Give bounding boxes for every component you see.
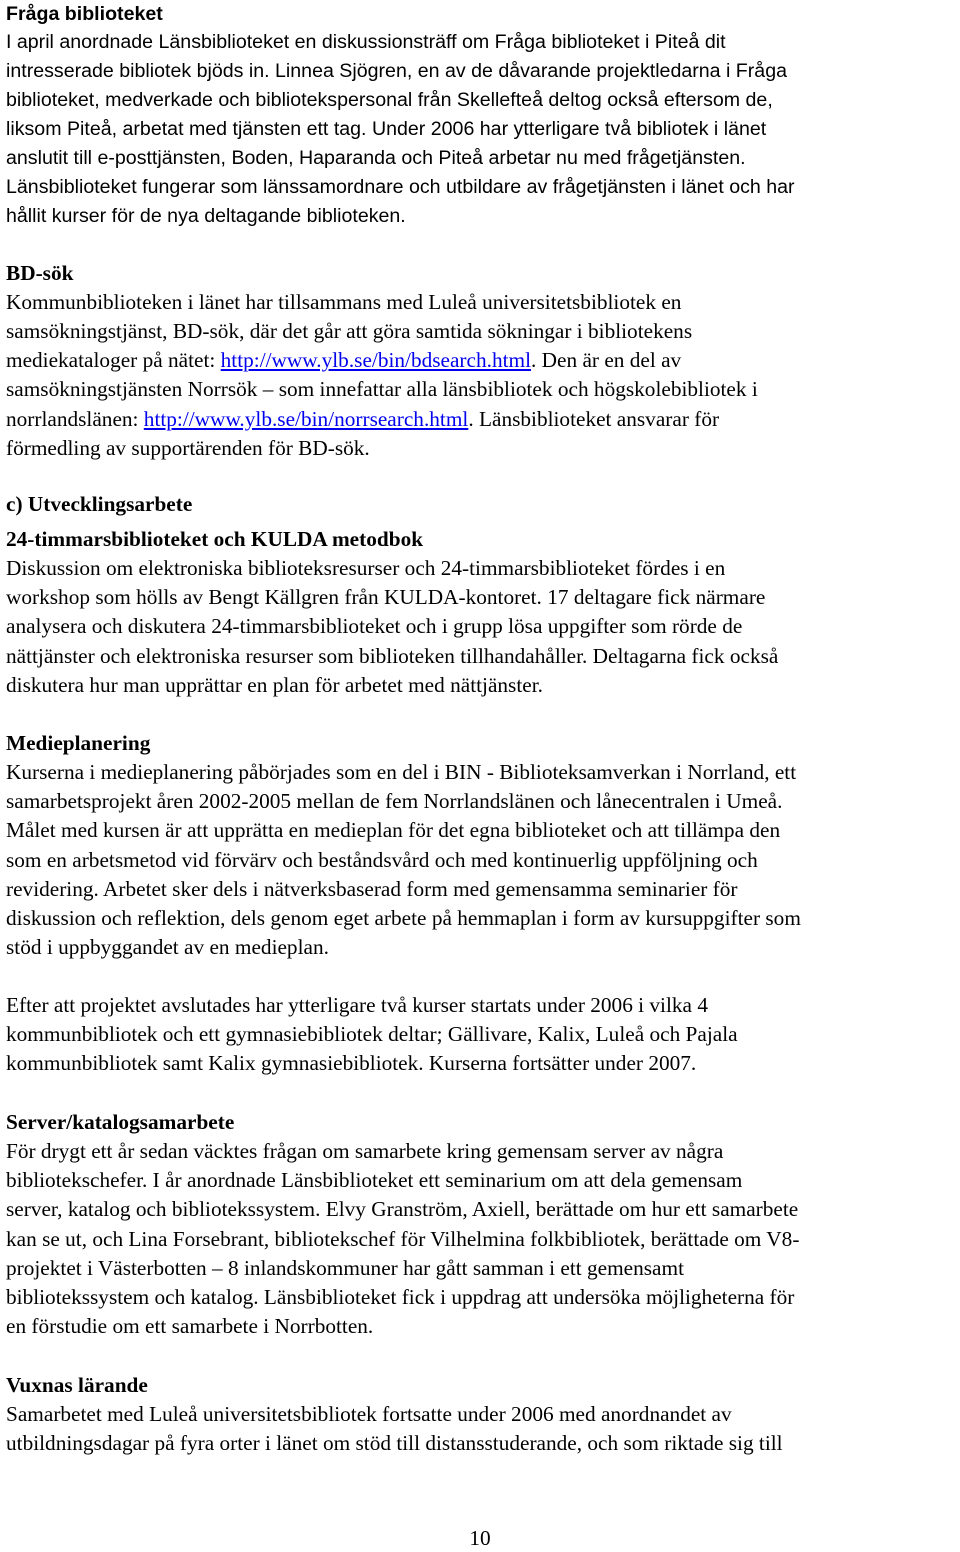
paragraph-line: revidering. Arbetet sker dels i nätverksbaserad form med gemensamma seminarier för xyxy=(6,877,738,901)
paragraph-line: bibliotekssystem och katalog. Länsbiblioteket fick i uppdrag att undersöka möjligheterna för xyxy=(6,1285,795,1309)
paragraph-line: Kommunbiblioteken i länet har tillsammans med Luleå universitetsbibliotek en xyxy=(6,290,682,314)
paragraph-line: Kurserna i medieplanering påbörjades som en del i BIN - Biblioteksamverkan i Norrland, ett xyxy=(6,760,797,784)
text: norrlandslänen: xyxy=(6,407,144,431)
paragraph-line: samarbetsprojekt åren 2002-2005 mellan de fem Norrlandslänen och lånecentralen i Umeå. xyxy=(6,789,783,813)
paragraph-line: intresserade bibliotek bjöds in. Linnea Sjögren, en av de dåvarande projektledarna i Fråga xyxy=(6,60,787,82)
paragraph-line: kommunbibliotek samt Kalix gymnasiebibliotek. Kurserna fortsätter under 2007. xyxy=(6,1051,697,1075)
paragraph-line: utbildningsdagar på fyra orter i länet om stöd till distansstuderande, och som riktade sig till xyxy=(6,1431,783,1455)
heading-server-katalogsamarbete: Server/katalogsamarbete xyxy=(6,1110,235,1134)
paragraph-line: Efter att projektet avslutades har ytterligare två kurser startats under 2006 i vilka 4 xyxy=(6,993,708,1017)
paragraph-line: För drygt ett år sedan väcktes frågan om samarbete kring gemensam server av några xyxy=(6,1139,724,1163)
text: . Länsbiblioteket ansvarar för xyxy=(468,407,720,431)
paragraph-line: projektet i Västerbotten – 8 inlandskommuner har gått samman i ett gemensamt xyxy=(6,1256,684,1280)
paragraph-line: biblioteket, medverkade och bibliotekspersonal från Skellefteå deltog också eftersom de, xyxy=(6,89,773,111)
norrsearch-link[interactable]: http://www.ylb.se/bin/norrsearch.html xyxy=(143,407,469,431)
paragraph-line: liksom Piteå, arbetat med tjänsten ett tag. Under 2006 har ytterligare två bibliotek i länet xyxy=(6,118,767,140)
paragraph-line: som en arbetsmetod vid förvärv och beståndsvård och med kontinuerlig uppföljning och xyxy=(6,848,758,872)
paragraph-line: workshop som hölls av Bengt Källgren från KULDA-kontoret. 17 deltagare fick närmare xyxy=(6,585,766,609)
paragraph-line: hållit kurser för de nya deltagande biblioteken. xyxy=(6,205,406,227)
paragraph-line: analysera och diskutera 24-timmarsbiblioteket och i grupp lösa uppgifter som rörde de xyxy=(6,614,743,638)
paragraph-line-with-link xyxy=(6,346,681,374)
page-number: 10 xyxy=(469,1526,491,1550)
bdsearch-link[interactable]: http://www.ylb.se/bin/bdsearch.html xyxy=(220,348,531,372)
paragraph-line: kommunbibliotek och ett gymnasiebibliotek deltar; Gällivare, Kalix, Luleå och Pajala xyxy=(6,1022,738,1046)
paragraph-line: stöd i uppbyggandet av en medieplan. xyxy=(6,935,329,959)
heading-utvecklingsarbete: c) Utvecklingsarbete xyxy=(6,492,193,516)
text: mediekataloger på nätet: xyxy=(6,348,221,372)
paragraph-line: förmedling av supportärenden för BD-sök. xyxy=(6,436,370,460)
paragraph-line: bibliotekschefer. I år anordnade Länsbiblioteket ett seminarium om att dela gemensam xyxy=(6,1168,743,1192)
paragraph-line: Diskussion om elektroniska biblioteksresurser och 24-timmarsbiblioteket fördes i en xyxy=(6,556,726,580)
paragraph-line: diskussion och reflektion, dels genom eget arbete på hemmaplan i form av kursuppgifter som xyxy=(6,906,801,930)
heading-vuxnas-larande: Vuxnas lärande xyxy=(6,1373,148,1397)
paragraph-line: Målet med kursen är att upprätta en medieplan för det egna biblioteket och att tillämpa den xyxy=(6,818,781,842)
paragraph-line: kan se ut, och Lina Forsebrant, bibliotekschef för Vilhelmina folkbibliotek, berättade om V8- xyxy=(6,1227,800,1251)
paragraph-line: Samarbetet med Luleå universitetsbibliotek fortsatte under 2006 med anordnandet av xyxy=(6,1402,732,1426)
paragraph-line: diskutera hur man upprättar en plan för arbetet med nättjänster. xyxy=(6,673,543,697)
paragraph-line: samsökningstjänst, BD-sök, där det går att göra samtida sökningar i bibliotekens xyxy=(6,319,693,343)
paragraph-line: samsökningstjänsten Norrsök – som innefattar alla länsbibliotek och högskolebibliotek i xyxy=(6,377,758,401)
paragraph-line: anslutit till e-posttjänsten, Boden, Haparanda och Piteå arbetar nu med frågetjänsten. xyxy=(6,147,746,169)
heading-bd-sok: BD-sök xyxy=(6,261,74,285)
heading-medieplanering: Medieplanering xyxy=(6,731,151,755)
paragraph-line: Länsbiblioteket fungerar som länssamordnare och utbildare av frågetjänsten i länet och har xyxy=(6,176,795,198)
text: . Den är en del av xyxy=(531,348,682,372)
heading-fraga-biblioteket: Fråga biblioteket xyxy=(6,3,163,25)
paragraph-line-with-link xyxy=(6,405,719,433)
paragraph-line: nättjänster och elektroniska resurser som biblioteken tillhandahåller. Deltagarna fick också xyxy=(6,644,779,668)
heading-kulda: 24-timmarsbiblioteket och KULDA metodbok xyxy=(6,527,424,551)
paragraph-line: en förstudie om ett samarbete i Norrbotten. xyxy=(6,1314,374,1338)
paragraph-line: I april anordnade Länsbiblioteket en diskussionsträff om Fråga biblioteket i Piteå dit xyxy=(6,31,726,53)
paragraph-line: server, katalog och bibliotekssystem. Elvy Granström, Axiell, berättade om hur ett samarbete xyxy=(6,1197,799,1221)
